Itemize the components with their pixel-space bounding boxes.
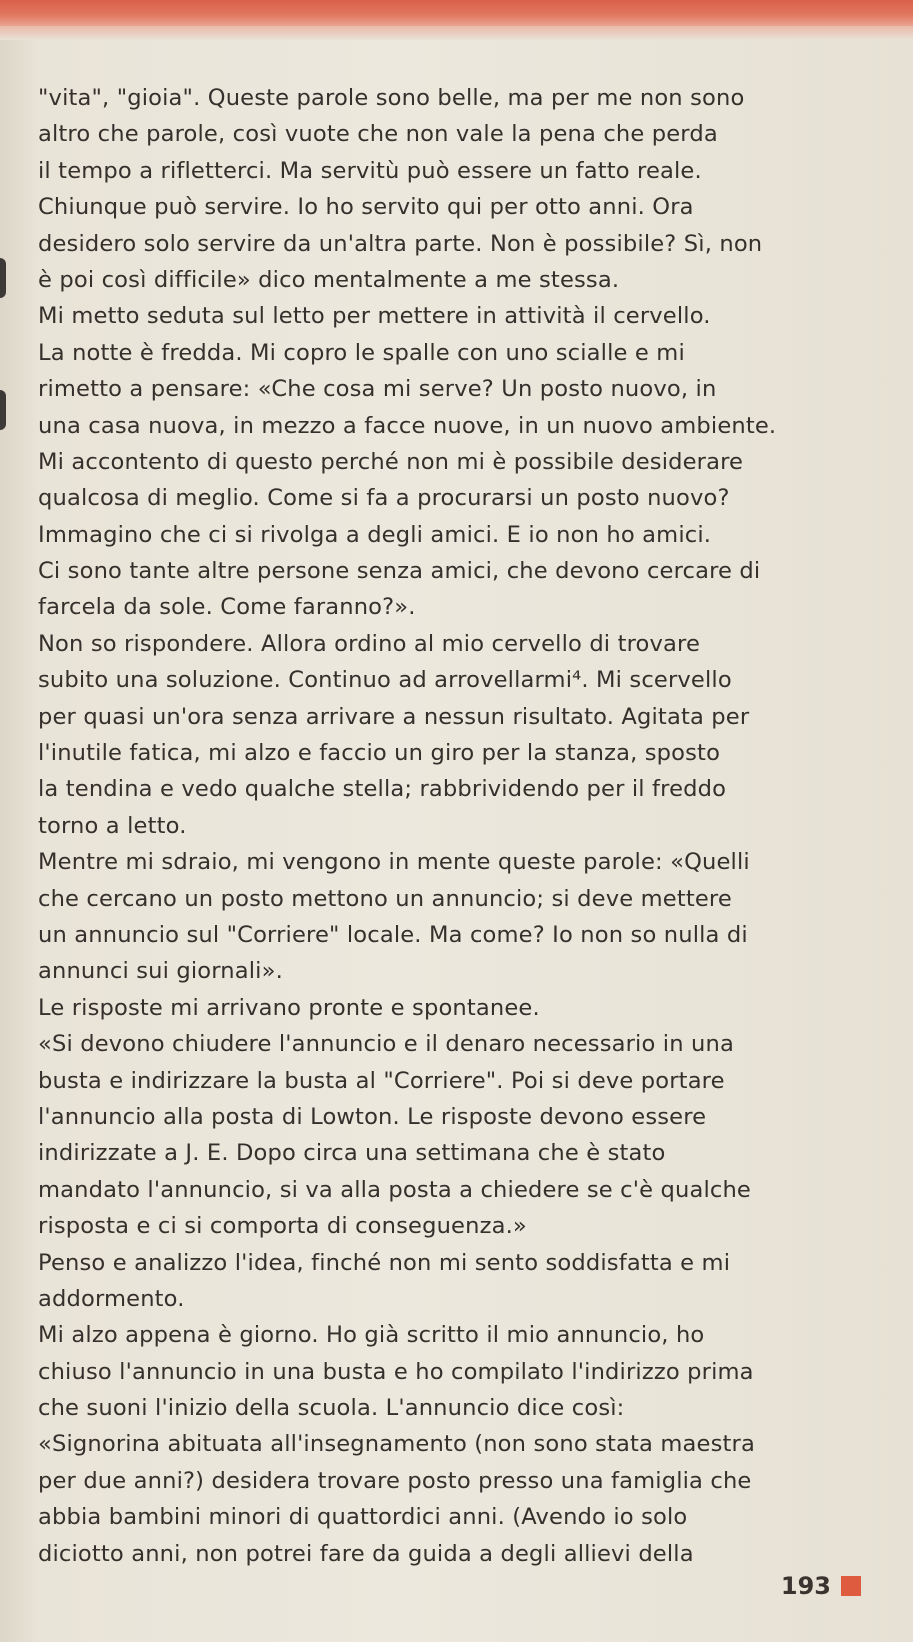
text-line: «Si devono chiudere l'annuncio e il denaro necessario in una <box>38 1031 734 1058</box>
text-line: chiuso l'annuncio in una busta e ho compilato l'indirizzo prima <box>38 1358 754 1385</box>
top-color-band <box>0 0 913 26</box>
text-line: indirizzate a J. E. Dopo circa una settimana che è stato <box>38 1140 666 1167</box>
text-line: torno a letto. <box>38 812 187 839</box>
text-line: Immagino che ci si rivolga a degli amici. E io non ho amici. <box>38 521 712 548</box>
binding-mark <box>0 258 6 298</box>
text-line: Ci sono tante altre persone senza amici, che devono cercare di <box>38 558 761 585</box>
text-line: l'annuncio alla posta di Lowton. Le risposte devono essere <box>38 1103 707 1130</box>
top-band-fade <box>0 26 913 40</box>
text-line: farcela da sole. Come faranno?». <box>38 594 416 621</box>
page-number-square-icon <box>841 1576 861 1596</box>
text-line: «Signorina abituata all'insegnamento (non sono stata maestra <box>38 1431 755 1458</box>
text-line: Mentre mi sdraio, mi vengono in mente queste parole: «Quelli <box>38 849 750 876</box>
text-line: addormento. <box>38 1285 185 1312</box>
text-line: per due anni?) desidera trovare posto presso una famiglia che <box>38 1467 752 1494</box>
text-line: per quasi un'ora senza arrivare a nessun risultato. Agitata per <box>38 703 750 730</box>
text-line: risposta e ci si comporta di conseguenza.» <box>38 1213 527 1240</box>
text-line: mandato l'annuncio, si va alla posta a chiedere se c'è qualche <box>38 1176 751 1203</box>
text-line: che cercano un posto mettono un annuncio; si deve mettere <box>38 885 732 912</box>
text-line: subito una soluzione. Continuo ad arrovellarmi⁴. Mi scervello <box>38 667 732 694</box>
text-line: diciotto anni, non potrei fare da guida a degli allievi della <box>38 1540 694 1567</box>
text-line: Le risposte mi arrivano pronte e spontanee. <box>38 994 540 1021</box>
text-line: Non so rispondere. Allora ordino al mio cervello di trovare <box>38 630 701 657</box>
page-number: 193 <box>780 1572 831 1600</box>
page-footer <box>781 1572 861 1600</box>
text-line: un annuncio sul "Corriere" locale. Ma come? Io non so nulla di <box>38 921 748 948</box>
text-line: è poi così difficile» dico mentalmente a me stessa. <box>38 266 620 293</box>
body-text <box>38 80 908 1572</box>
text-line: Mi accontento di questo perché non mi è possibile desiderare <box>38 448 744 475</box>
text-line: Mi alzo appena è giorno. Ho già scritto il mio annuncio, ho <box>38 1322 705 1349</box>
text-line: "vita", "gioia". Queste parole sono belle, ma per me non sono <box>38 85 745 111</box>
text-line: desidero solo servire da un'altra parte. Non è possibile? Sì, non <box>38 230 763 257</box>
text-line: Mi metto seduta sul letto per mettere in attività il cervello. <box>38 303 711 330</box>
text-line: abbia bambini minori di quattordici anni. (Avendo io solo <box>38 1504 688 1531</box>
text-line: altro che parole, così vuote che non vale la pena che perda <box>38 121 718 148</box>
text-line: che suoni l'inizio della scuola. L'annuncio dice così: <box>38 1395 625 1422</box>
text-line: annunci sui giornali». <box>38 958 283 985</box>
text-line: busta e indirizzare la busta al "Corriere". Poi si deve portare <box>38 1067 725 1094</box>
text-line: il tempo a rifletterci. Ma servitù può essere un fatto reale. <box>38 157 702 184</box>
text-line: rimetto a pensare: «Che cosa mi serve? Un posto nuovo, in <box>38 376 717 403</box>
text-line: una casa nuova, in mezzo a facce nuove, in un nuovo ambiente. <box>38 412 777 439</box>
text-line: Penso e analizzo l'idea, finché non mi sento soddisfatta e mi <box>38 1249 731 1276</box>
text-line: l'inutile fatica, mi alzo e faccio un giro per la stanza, sposto <box>38 740 721 767</box>
text-line: La notte è fredda. Mi copro le spalle con uno scialle e mi <box>38 339 685 366</box>
text-line: Chiunque può servire. Io ho servito qui per otto anni. Ora <box>38 194 694 221</box>
text-line: la tendina e vedo qualche stella; rabbrividendo per il freddo <box>38 776 727 803</box>
text-line: qualcosa di meglio. Come si fa a procurarsi un posto nuovo? <box>38 485 730 512</box>
binding-mark <box>0 390 6 430</box>
